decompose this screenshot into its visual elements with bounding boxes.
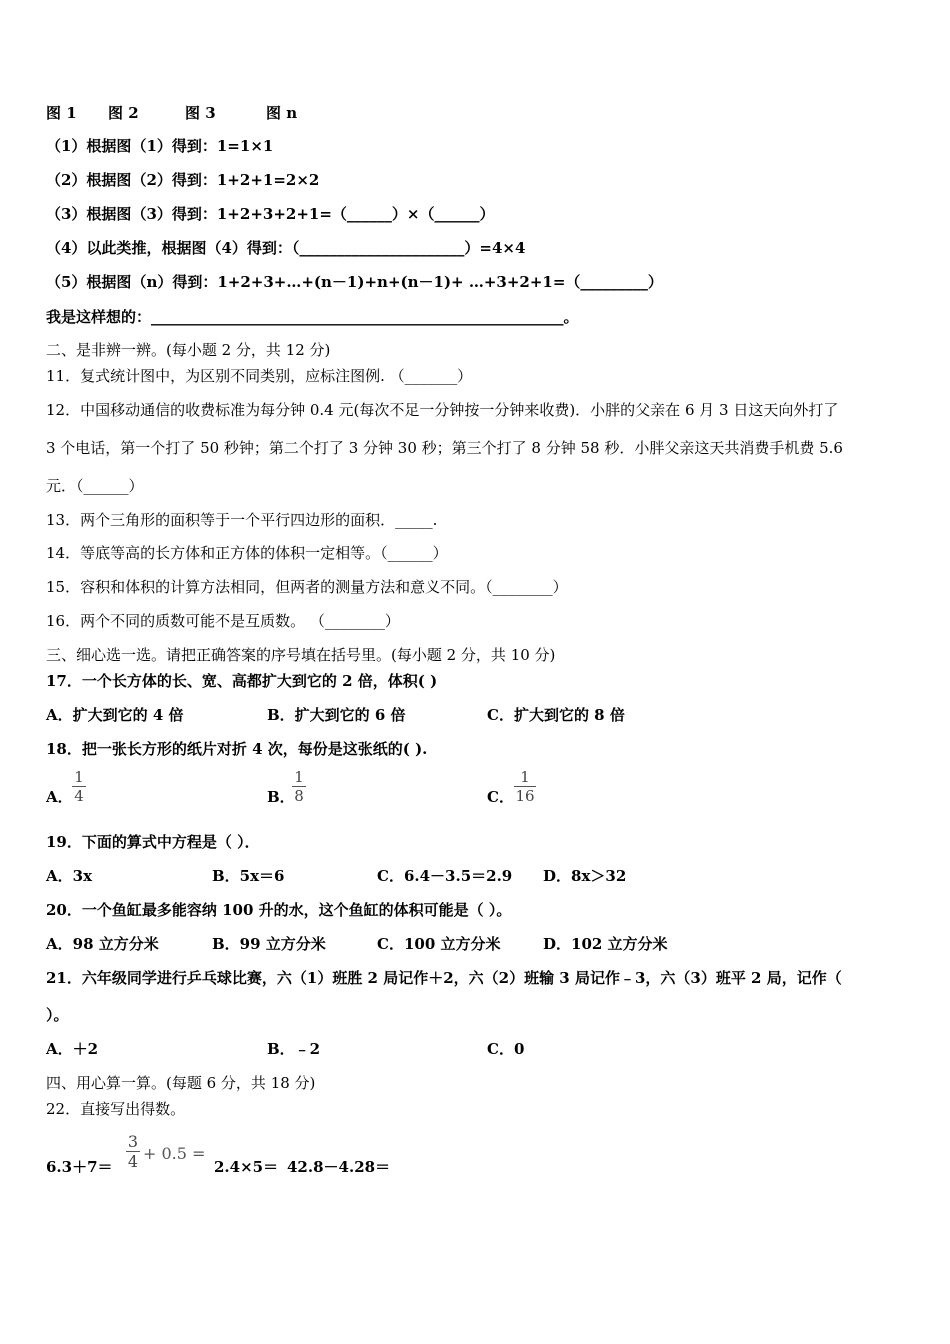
- q18-option-c: C．: [487, 788, 514, 806]
- expression-2-fraction: [126, 1133, 140, 1170]
- figure-label-2: 图 2: [108, 104, 139, 122]
- q18-fraction-b-numerator: 1: [294, 768, 304, 786]
- pattern-line-4: （4）以此类推，根据图（4）得到：（______________________）=4×4: [46, 239, 526, 257]
- expression-3: 2.4×5＝: [214, 1158, 279, 1176]
- q18-fraction-a-denominator: 4: [74, 787, 84, 805]
- question-18: 18．把一张长方形的纸片对折 4 次，每份是这张纸的( ).: [46, 740, 428, 758]
- question-17: 17．一个长方体的长、宽、高都扩大到它的 2 倍，体积( ): [46, 672, 438, 690]
- pattern-reasoning: 我是这样想的：_______________________________________________________。: [46, 308, 579, 326]
- q18-option-b: B．: [267, 788, 295, 806]
- expression-1: 6.3＋7＝: [46, 1158, 113, 1176]
- q18-fraction-c-numerator: 1: [520, 768, 530, 786]
- figure-label-n: 图 n: [266, 104, 298, 122]
- question-12-line-3: 元．（______）: [46, 477, 144, 495]
- question-16: 16．两个不同的质数可能不是互质数。 （________）: [46, 612, 400, 630]
- section-2-header: 二、是非辨一辨。(每小题 2 分，共 12 分): [46, 341, 331, 359]
- q19-option-c: C．6.4－3.5＝2.9: [377, 867, 513, 885]
- pattern-line-5: （5）根据图（n）得到：1+2+3+…+(n－1)+n+(n－1)+ …+3+2+1=（_________）: [46, 273, 663, 291]
- question-12-line-2: 3 个电话，第一个打了 50 秒钟；第二个打了 3 分钟 30 秒；第三个打了 8 分钟 58 秒．小胖父亲这天共消费手机费 5.6: [46, 439, 843, 457]
- section-4-header: 四、用心算一算。(每题 6 分，共 18 分): [46, 1074, 316, 1092]
- q19-option-d: D．8x＞32: [543, 867, 627, 885]
- q17-option-a: A．扩大到它的 4 倍: [46, 706, 184, 724]
- figure-label-3: 图 3: [185, 104, 216, 122]
- q19-option-b: B．5x＝6: [212, 867, 285, 885]
- pattern-line-1: （1）根据图（1）得到：1=1×1: [46, 137, 274, 155]
- question-20: 20．一个鱼缸最多能容纳 100 升的水，这个鱼缸的体积可能是（ ）。: [46, 901, 512, 919]
- q18-fraction-a: [72, 769, 86, 804]
- q20-option-c: C．100 立方分米: [377, 935, 501, 953]
- expression-2-numerator: 3: [127, 1132, 139, 1151]
- figure-label-1: 图 1: [46, 104, 77, 122]
- expression-2-rest: + 0.5 =: [143, 1144, 206, 1163]
- section-3-header: 三、细心选一选。请把正确答案的序号填在括号里。(每小题 2 分，共 10 分): [46, 646, 556, 664]
- q21-option-b: B．﹣2: [267, 1040, 321, 1058]
- q21-option-c: C．0: [487, 1040, 525, 1058]
- q18-fraction-a-numerator: 1: [74, 768, 84, 786]
- question-14: 14．等底等高的长方体和正方体的体积一定相等。（______）: [46, 544, 448, 562]
- pattern-line-2: （2）根据图（2）得到：1+2+1=2×2: [46, 171, 320, 189]
- q20-option-b: B．99 立方分米: [212, 935, 326, 953]
- pattern-line-3: （3）根据图（3）得到：1+2+3+2+1=（______）×（______）: [46, 205, 495, 223]
- q21-option-a: A．＋2: [46, 1040, 99, 1058]
- question-19: 19．下面的算式中方程是（ ）．: [46, 833, 260, 851]
- q17-option-c: C．扩大到它的 8 倍: [487, 706, 625, 724]
- question-13: 13．两个三角形的面积等于一个平行四边形的面积．_____.: [46, 511, 438, 529]
- question-15: 15．容积和体积的计算方法相同，但两者的测量方法和意义不同。（________）: [46, 578, 568, 596]
- q18-fraction-b: [292, 769, 306, 804]
- q18-fraction-b-denominator: 8: [294, 787, 304, 805]
- q19-option-a: A．3x: [46, 867, 93, 885]
- q20-option-d: D．102 立方分米: [543, 935, 668, 953]
- question-12-line-1: 12．中国移动通信的收费标准为每分钟 0.4 元(每次不足一分钟按一分钟来收费)．小胖的父亲在 6 月 3 日这天向外打了: [46, 401, 839, 419]
- q20-option-a: A．98 立方分米: [46, 935, 159, 953]
- q18-fraction-c-denominator: 16: [515, 787, 535, 805]
- q17-option-b: B．扩大到它的 6 倍: [267, 706, 406, 724]
- expression-4: 42.8－4.28＝: [287, 1158, 391, 1176]
- q18-option-a: A．: [46, 788, 73, 806]
- expression-2-denominator: 4: [127, 1152, 139, 1171]
- question-11: 11．复式统计图中，为区别不同类别，应标注图例. （_______）: [46, 367, 473, 385]
- question-21-line-1: 21．六年级同学进行乒乓球比赛，六（1）班胜 2 局记作＋2，六（2）班输 3 局记作﹣3，六（3）班平 2 局，记作（: [46, 969, 842, 987]
- question-22: 22．直接写出得数。: [46, 1100, 186, 1118]
- q18-fraction-c: [514, 769, 536, 804]
- question-21-line-2: ）。: [46, 1006, 69, 1024]
